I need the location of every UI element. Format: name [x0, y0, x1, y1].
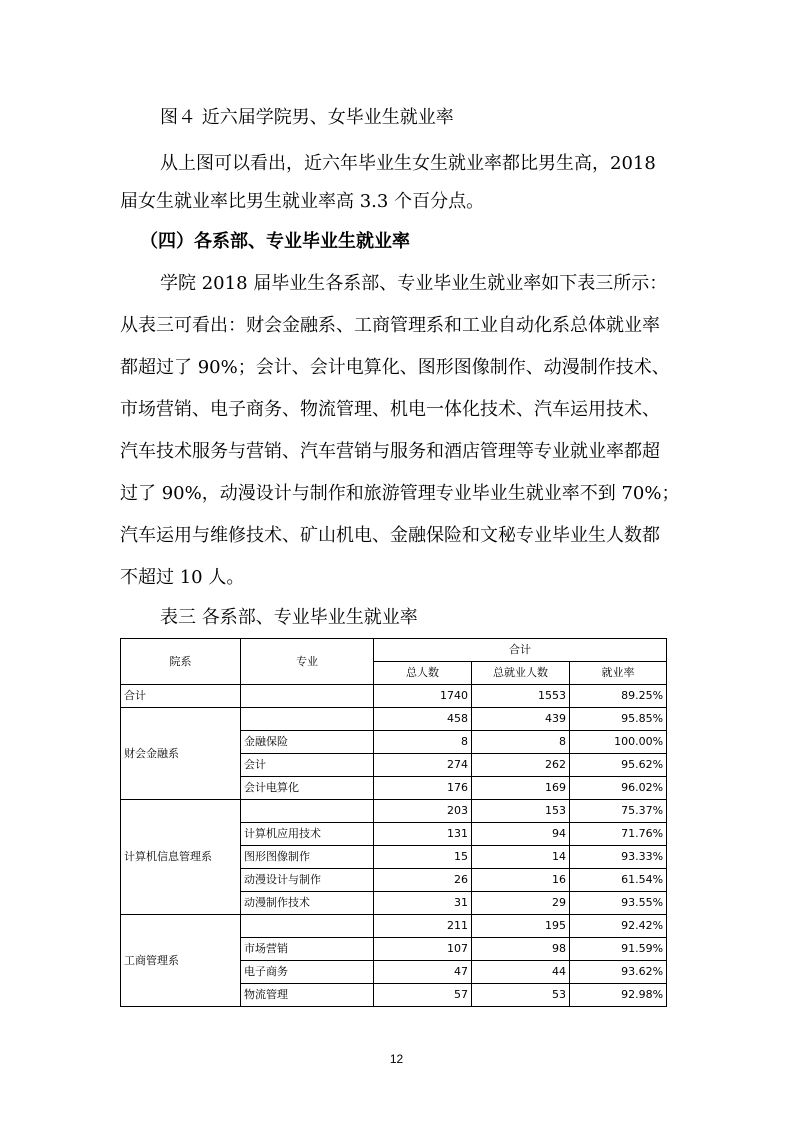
cell-major: 动漫制作技术 — [241, 892, 374, 915]
cell-major: 会计电算化 — [241, 777, 374, 800]
cell-major: 计算机应用技术 — [241, 823, 374, 846]
cell-major: 动漫设计与制作 — [241, 869, 374, 892]
cell-rate: 93.62% — [570, 961, 667, 984]
cell-employed: 16 — [472, 869, 570, 892]
cell-count: 1740 — [374, 685, 472, 708]
cell-major: 金融保险 — [241, 731, 374, 754]
cell-count: 211 — [374, 915, 472, 938]
paragraph-line: 汽车运用与维修技术、矿山机电、金融保险和文秘专业毕业生人数都 — [120, 525, 660, 546]
cell-rate: 89.25% — [570, 685, 667, 708]
paragraph-line: 市场营销、电子商务、物流管理、机电一体化技术、汽车运用技术、 — [120, 399, 660, 420]
employment-table — [120, 638, 667, 1007]
section-heading: （四）各系部、专业毕业生就业率 — [140, 231, 410, 252]
page-number: 12 — [389, 1052, 404, 1066]
cell-employed: 14 — [472, 846, 570, 869]
cell-count: 458 — [374, 708, 472, 731]
cell-rate: 75.37% — [570, 800, 667, 823]
paragraph-line: 从上图可以看出，近六年毕业生女生就业率都比男生高，2018 — [160, 153, 656, 174]
dept-cell: 计算机信息管理系 — [121, 800, 241, 915]
header-major: 专业 — [241, 639, 374, 685]
header-dept: 院系 — [121, 639, 241, 685]
figure-caption: 图４ 近六届学院男、女毕业生就业率 — [160, 107, 454, 128]
cell-employed: 29 — [472, 892, 570, 915]
paragraph-line: 过了 90%，动漫设计与制作和旅游管理专业毕业生就业率不到 70%； — [120, 483, 680, 504]
table-caption: 表三 各系部、专业毕业生就业率 — [160, 607, 418, 628]
grand-total-label: 合计 — [121, 685, 241, 708]
cell-rate: 100.00% — [570, 731, 667, 754]
cell-employed: 262 — [472, 754, 570, 777]
cell-count: 176 — [374, 777, 472, 800]
cell-major: 图形图像制作 — [241, 846, 374, 869]
cell-major: 物流管理 — [241, 984, 374, 1007]
cell-employed: 8 — [472, 731, 570, 754]
cell-count: 107 — [374, 938, 472, 961]
cell-major: 电子商务 — [241, 961, 374, 984]
cell-rate: 92.98% — [570, 984, 667, 1007]
header-rate: 就业率 — [570, 662, 667, 685]
header-count: 总人数 — [374, 662, 472, 685]
cell-major: 市场营销 — [241, 938, 374, 961]
cell-employed: 44 — [472, 961, 570, 984]
paragraph-line: 都超过了 90%；会计、会计电算化、图形图像制作、动漫制作技术、 — [120, 357, 670, 378]
table-row — [121, 708, 667, 731]
dept-cell: 财会金融系 — [121, 708, 241, 800]
cell-employed: 53 — [472, 984, 570, 1007]
cell-employed: 1553 — [472, 685, 570, 708]
cell-major — [241, 708, 374, 731]
cell-major — [241, 915, 374, 938]
cell-rate: 71.76% — [570, 823, 667, 846]
table-header-row — [121, 639, 667, 662]
paragraph-line: 届女生就业率比男生就业率高 3.3 个百分点。 — [120, 191, 485, 212]
grand-total-major — [241, 685, 374, 708]
paragraph-line: 汽车技术服务与营销、汽车营销与服务和酒店管理等专业就业率都超 — [120, 441, 660, 462]
table-row — [121, 915, 667, 938]
cell-count: 26 — [374, 869, 472, 892]
paragraph-line: 学院 2018 届毕业生各系部、专业毕业生就业率如下表三所示： — [160, 273, 668, 294]
cell-rate: 91.59% — [570, 938, 667, 961]
cell-count: 203 — [374, 800, 472, 823]
cell-employed: 169 — [472, 777, 570, 800]
cell-rate: 95.85% — [570, 708, 667, 731]
header-employed: 总就业人数 — [472, 662, 570, 685]
cell-count: 15 — [374, 846, 472, 869]
cell-count: 31 — [374, 892, 472, 915]
cell-rate: 92.42% — [570, 915, 667, 938]
cell-employed: 153 — [472, 800, 570, 823]
cell-employed: 195 — [472, 915, 570, 938]
paragraph-line: 从表三可看出：财会金融系、工商管理系和工业自动化系总体就业率 — [120, 315, 660, 336]
table-row — [121, 800, 667, 823]
cell-rate: 93.33% — [570, 846, 667, 869]
cell-employed: 98 — [472, 938, 570, 961]
cell-major — [241, 800, 374, 823]
table-row-grand-total — [121, 685, 667, 708]
cell-count: 47 — [374, 961, 472, 984]
cell-rate: 96.02% — [570, 777, 667, 800]
cell-count: 274 — [374, 754, 472, 777]
cell-count: 131 — [374, 823, 472, 846]
header-total-group: 合计 — [374, 639, 667, 662]
paragraph-line: 不超过 10 人。 — [120, 567, 245, 588]
cell-rate: 61.54% — [570, 869, 667, 892]
cell-rate: 93.55% — [570, 892, 667, 915]
cell-count: 8 — [374, 731, 472, 754]
cell-rate: 95.62% — [570, 754, 667, 777]
cell-employed: 94 — [472, 823, 570, 846]
dept-cell: 工商管理系 — [121, 915, 241, 1007]
cell-count: 57 — [374, 984, 472, 1007]
cell-employed: 439 — [472, 708, 570, 731]
cell-major: 会计 — [241, 754, 374, 777]
